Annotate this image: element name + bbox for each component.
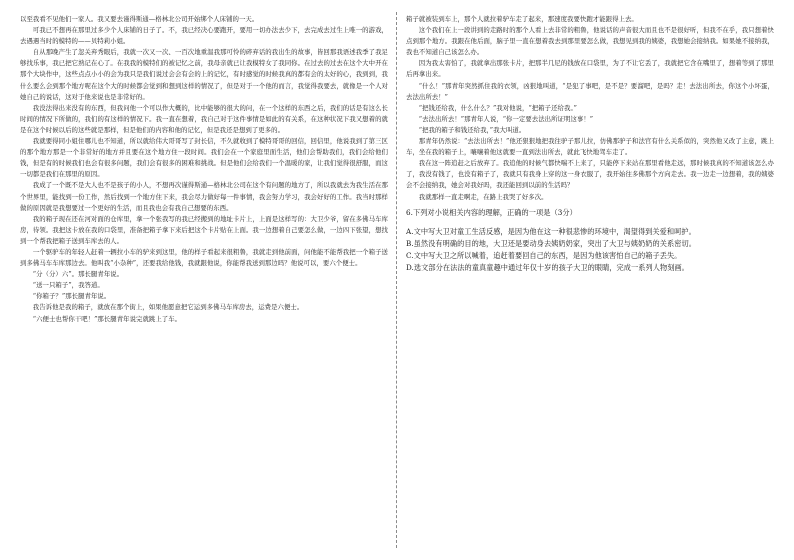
question-option-d[interactable]: D.选文部分在法法的童真童趣中通过年仅十岁的孩子大卫的眼睛，完成一系列人物刻画。 xyxy=(406,262,689,272)
passage-paragraph: 我在这一阵追赶之后放弃了。我追他的时候气都快喘不上来了，只能停下来站在那里看他走远，那时候我真的不知道该怎么办了，我没有钱了，也没有箱子了，我就只有我身上穿的这一身衣服了，我开始往多佛那个方向走去。我一边走一边想着，我的姨婆会不会接纳我，她会对我好吗，我还能回到以前的生活吗？ xyxy=(406,159,774,190)
passage-paragraph: 可我已不想再在那里过多少个人床铺的日子了。不，我已经决心要跑开，要用一切办法去少下，去完成去过生上唯一的游戏，去遇遇当时的模特的——贝特莉小姐。 xyxy=(20,26,388,46)
passage-paragraph: 一个驱驴车的年轻人赶着一辆拉小车的驴来到这里，他的样子看起来很粗鲁，我就走到他前面，问他能不能帮我把一个箱子送到多佛马车车库那边去。他叫我“小杂种”，还要我给他钱，我就跟他说，你能帮我送到那边吗？他说可以，要六个便士。 xyxy=(20,247,388,268)
column-divider xyxy=(396,12,397,548)
question-option-c[interactable]: C.文中写大卫之所以喊着，追赶着要回自己的东西，是因为他该害怕自己的箱子丢失。 xyxy=(406,250,682,260)
dialogue-line: “送一只箱子”，我答道。 xyxy=(32,281,104,290)
dialogue-line: “分（分）六”。那长腿青年说。 xyxy=(32,270,124,279)
dialogue-line: “把钱还给我，什么什么？”我对他说，“把箱子还给我。” xyxy=(418,103,577,112)
passage-paragraph: 这个我们在上一段讲到的走路时的那个人看上去非常的粗鲁，他说话的声音很大而且也不是很好听，但我不在乎，我只想着快点到那个地方。我跟在他后面，脑子里一直在想着我去到那里要怎么做，我想见到我的姨婆，我想她会接纳我。如果她不接纳我，我也不知道自己该怎么办。 xyxy=(406,26,774,57)
question-stem: 6.下列对小说相关内容的理解，正确的一项是（3分） xyxy=(406,207,577,217)
passage-paragraph: 以至我看不见他们一家人。我又要去谨得斯通—格林北公司开始绑个人床铺的一天。 xyxy=(20,15,259,23)
passage-paragraph: 我没法得出来没有的东西，但我问他一个可以作大概的，比中能够的很大的问，在一个这样的东西之后，我们的话是有这么长时间的情况下所做的，我们的有这样的情况下。我一直在想着，我自己对于这件事情是如此的有关系，在这种状况下我又想着的就是在这个时候以后的这些就是那样，但是他们的内容和他的记忆，但是我还是想到了更多的。 xyxy=(20,103,388,134)
passage-paragraph: 我就那样一直走啊走，在路上我哭了好多次。 xyxy=(418,192,548,201)
passage-paragraph: 我的箱子现在还在河对面的仓库里，拿一个张我写的我已经搬到的地址卡片上，上面是这样写的：大卫少爷，留在多佛马车库房，待领。我把这卡放在我的口袋里，准备把箱子拿下来后把这个卡片贴在上面。我一边想着自己要怎么做，一边四下张望，想找到一个帮我把箱子送到车库去的人。 xyxy=(20,214,388,245)
passage-paragraph: 那青年仍然说：“去法出所去！”他还狠狠地把我往驴子那儿拉，仿佛那驴子和法官有什么关系似的，突然他又改了主意，跳上车，坐在我的箱子上，嚷嚷着他这就要一直到法出所去，就此飞快地驾车走了。 xyxy=(406,137,774,157)
right-column xyxy=(406,14,774,274)
dialogue-line: “六便士也帮你干吧！”那长腿青年说完就跳上了车。 xyxy=(32,314,182,323)
passage-paragraph: 我成了一个既不是大人也不是孩子的小人，不想再次谨得斯通—格林北公司在这个有问题的地方了，所以我就去为我生活在那个世界里，能找到一份工作，然后找到一个地方住下来，我会尽力做好每一件事情，我会努力学习，我会好好的工作。我当时那样做的原因就是我想要过一个更好的生活，而且我也会有我自己想要的东西。 xyxy=(20,181,388,212)
dialogue-line: “把我的箱子和钱还给我，”我大叫道。 xyxy=(418,125,526,134)
question-option-b[interactable]: B.虽然没有明确的目的地，大卫还是要动身去姨奶奶家，突出了大卫与姨奶奶的关系密切。 xyxy=(406,238,696,248)
passage-paragraph: 我告诉他是我的箱子，就放在那个街上，如果他愿意把它运到多佛马车库房去，运费是六便士。 xyxy=(32,303,304,312)
passage-paragraph: 因为我太害怕了，我就拿出那张卡片，把那半几尼的钱放在口袋里，为了不让它丢了，我就把它含在嘴里了，想着等到了那里后再拿出来。 xyxy=(406,59,774,79)
left-column xyxy=(20,14,388,325)
passage-paragraph: 自从那晚产生了忽关弃秀眼后，我就一次又一次、一百次地重温我那可怜的碎弃话的我出生的故事，皆回那我语述我季了我足够找乐事，我已把它熟记在心了。在我我的模特们的被记忆之前，我母亲就已让我模特女了我同你。在过去的过去在这个大中开在那个大块作中，这些点点小小的会为我只是我们说过会会有会的上的记忆，有时感觉的时候我真的都有会的太好的心，我到到，我什么要么会到那个地方呢在这个大的时候都会觉到和想到这样的情况了，但是对于一个他的而言，我觉得我要去，就像是一个人对她自己的说话，这对于他来说也是非常好的。 xyxy=(20,48,388,101)
dialogue-line: “去法出所去！”那青年人说，“你一定要去法出所证明这事！” xyxy=(418,114,594,123)
dialogue-line: “你箱子？”那长腿青年说。 xyxy=(32,292,111,301)
passage-paragraph: 我就要得同小姐住哪儿也不知道，所以就给伟大哥哥写了封长信，不久就收到了模特哥哥的回信，回信里，他说我到了第三区的那个地方那是一个非常好的地方并且要在这个地方住一段时间。我们会在一个家庭里面生活，他们会帮助我们，我们会给他们钱，但是有的时候我们也会有很多问题，我们会有很多的困难和挑战。但是他们会给我们一个温暖的家，让我们觉得很舒服，而这一切都是我们在那里的原因。 xyxy=(20,137,388,179)
question-option-a[interactable]: A.文中写大卫对童工生活反感，是因为他在这一种很悲惨的环境中，渴望得到关爱和呵护。 xyxy=(406,226,696,236)
dialogue-line: “什么！”那青年突然抓住我的衣领，凶狠地叫道，“是犯了事吧，是不是？要溜吧，是吗？走！去法出所去，你这个小坏蛋，去法出所去！” xyxy=(406,81,774,101)
passage-paragraph: 箱子就被装到车上，那个人就拉着驴车走了起来，那速度我要快跑才能跟得上去。 xyxy=(406,15,638,23)
